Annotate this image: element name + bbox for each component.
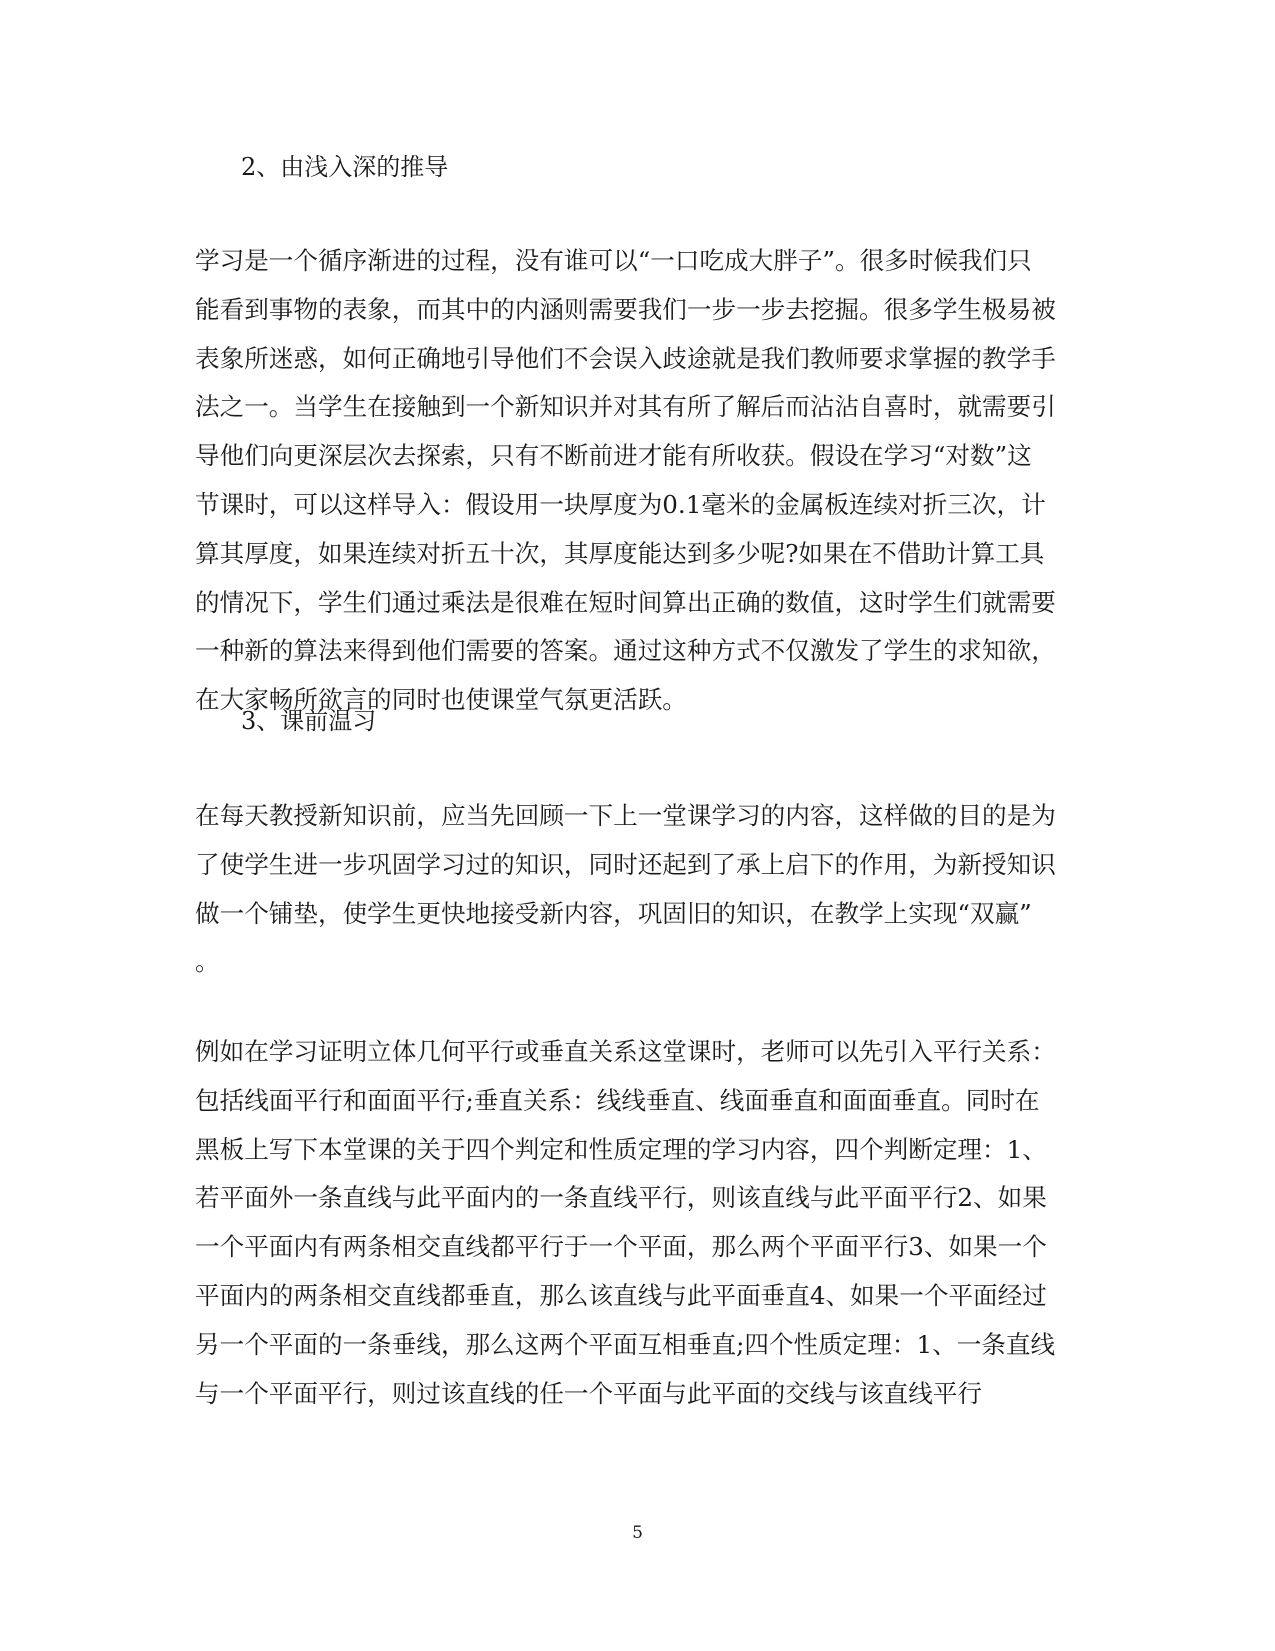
text-line: 。 <box>195 947 220 977</box>
text-line: 黑板上写下本堂课的关于四个判定和性质定理的学习内容，四个判断定理：1、 <box>195 1134 1047 1164</box>
text-line: 法之一。当学生在接触到一个新知识并对其有所了解后而沾沾自喜时，就需要引 <box>195 392 1056 422</box>
text-line: 与一个平面平行，则过该直线的任一个平面与此平面的交线与该直线平行 <box>195 1378 983 1408</box>
paragraph-3 <box>195 1028 1075 1418</box>
text-line: 学习是一个循序渐进的过程，没有谁可以“一口吃成大胖子”。很多时候我们只 <box>195 246 1032 275</box>
text-line: 节课时，可以这样导入：假设用一块厚度为0.1毫米的金属板连续对折三次，计 <box>195 489 1046 519</box>
text-line: 的情况下，学生们通过乘法是很难在短时间算出正确的数值，这时学生们就需要 <box>195 587 1056 617</box>
text-line: 算其厚度，如果连续对折五十次，其厚度能达到多少呢?如果在不借助计算工具 <box>195 538 1045 568</box>
text-line: 做一个铺垫，使学生更快地接受新内容，巩固旧的知识，在教学上实现“双赢” <box>195 898 1032 928</box>
text-line: 能看到事物的表象，而其中的内涵则需要我们一步一步去挖掘。很多学生极易被 <box>195 294 1056 324</box>
text-line: 一个平面内有两条相交直线都平行于一个平面，那么两个平面平行3、如果一个 <box>195 1232 1047 1262</box>
paragraph-2 <box>195 792 1075 987</box>
text-line: 例如在学习证明立体几何平行或垂直关系这堂课时，老师可以先引入平行关系： <box>195 1037 1056 1066</box>
text-line: 表象所迷惑，如何正确地引导他们不会误入歧途就是我们教师要求掌握的教学手 <box>195 343 1056 373</box>
text-line: 一种新的算法来得到他们需要的答案。通过这种方式不仅激发了学生的求知欲， <box>195 636 1056 666</box>
section-heading-3: 3、课前温习 <box>241 707 377 735</box>
text-line: 导他们向更深层次去探索，只有不断前进才能有所收获。假设在学习“对数”这 <box>195 441 1032 471</box>
text-line: 包括线面平行和面面平行;垂直关系：线线垂直、线面垂直和面面垂直。同时在 <box>195 1085 1040 1115</box>
text-line: 在大家畅所欲言的同时也使课堂气氛更活跃。 <box>195 685 687 715</box>
text-line: 在每天教授新知识前，应当先回顾一下上一堂课学习的内容，这样做的目的是为 <box>195 801 1056 830</box>
section-heading-2: 2、由浅入深的推导 <box>241 153 449 181</box>
text-line: 平面内的两条相交直线都垂直，那么该直线与此平面垂直4、如果一个平面经过 <box>195 1280 1047 1310</box>
text-line: 另一个平面的一条垂线，那么这两个平面互相垂直;四个性质定理：1、一条直线 <box>195 1329 1056 1359</box>
page-number: 5 <box>632 1523 643 1543</box>
paragraph-1 <box>195 237 1075 725</box>
text-line: 了使学生进一步巩固学习过的知识，同时还起到了承上启下的作用，为新授知识 <box>195 849 1056 879</box>
text-line: 若平面外一条直线与此平面内的一条直线平行，则该直线与此平面平行2、如果 <box>195 1183 1047 1213</box>
